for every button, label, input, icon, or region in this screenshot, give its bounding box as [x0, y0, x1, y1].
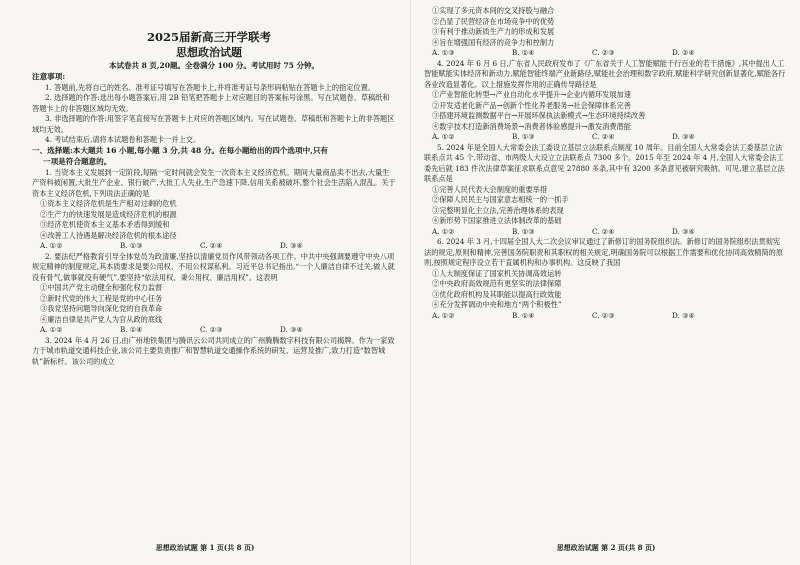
- q2-answer-c: C. ②③: [200, 325, 223, 335]
- q3-answer-a: A. ①③: [432, 48, 455, 57]
- q6-answers: [424, 311, 786, 322]
- q5-option-1: ①完善人民代表大会制度的重要举措: [432, 184, 548, 194]
- q3-option-3: ③有利于推动新质生产力的形成和发展: [432, 27, 555, 36]
- q1-option-2: ②生产力的快速发展是造成经济危机的根源: [40, 209, 177, 219]
- page-2-footer: 思想政治试题 第 2 页(共 8 页): [556, 543, 656, 552]
- q4-answer-a: A. ①②: [432, 132, 455, 142]
- q5-option-4: ④新形势下国家推进立法体制改革的基础: [432, 216, 562, 226]
- q3-answer-b: B. ①④: [512, 48, 535, 57]
- q4-option-3: ③搭建环境监测数据平台→开展环保执法新模式→生态环境持续改善: [432, 111, 646, 121]
- q1-answer-d: D. ③④: [280, 241, 303, 251]
- q2-answer-a: A. ①②: [40, 325, 63, 335]
- q1-option-3: ③经济危机使资本主义基本矛盾得到缓和: [40, 220, 170, 230]
- section-heading-cont: 一项是符合题意的。: [43, 156, 112, 166]
- q2-answers: [32, 325, 396, 336]
- question-2-stem: 2. 要法纪严格教育引导全体党员为政清廉,坚持以清廉党员作风带领动各项工作。中共中央强调要遵守中央八项规定精神的制度规定,其本质要求是要公用权、不用公权谋私利。习近平总书记指出,“一个人廉洁自律不过关,做人就没有骨气,做事就没有硬气”,要坚持“依法用权、秉公用权、廉洁用权”。这表明: [32, 251, 395, 282]
- q2-option-3: ③我党坚持问题导向深化党的自我革命: [40, 304, 163, 314]
- q4-answer-c: C. ②④: [592, 132, 615, 142]
- exam-info: 本试卷共 8 页,20题。全卷满分 100 分。考试用时 75 分钟。: [108, 61, 320, 70]
- question-6-stem: 6. 2024 年 3 月,十四届全国人大二次会议审议通过了新修订的国务院组织法。新修订的国务院组织法贯彻宪法的规定,原则和精神,完善国务院职责和其职权的相关规定,明确国务院可以根据工作需要和优化协同高效精简的原则,按照规定程序设立若干直属机构和办事机构。这反映了我国: [424, 237, 784, 268]
- q4-option-1: ①产业智能化转型→产业自动化水平提升→企业内循环发展加速: [432, 90, 631, 100]
- question-3-stem: 3. 2024 年 4 月 26 日,由广州地铁集团与腾讯云公司共同成立的广州腾腾数字科技有限公司揭牌。作为一家致力于城市轨道交通科技企业,该公司主要负责推广和智慧轨道交通操作系统的研发、运营及推广,致力打造“数智城轨”新标杆。该公司的成立: [32, 335, 395, 366]
- q2-answer-b: B. ①④: [120, 325, 143, 335]
- exam-subtitle: 思想政治试题: [176, 46, 242, 59]
- note-1: 1. 答题前,先将自己的姓名、准考证号填写在答题卡上,并将准考证号条形码粘贴在答题卡上的指定位置。: [45, 82, 375, 92]
- q1-answer-a: A. ①②: [40, 241, 63, 251]
- q1-answer-c: C. ②④: [200, 241, 223, 251]
- q1-answer-b: B. ①③: [120, 241, 143, 251]
- note-4: 4. 考试结束后,请将本试题卷和答题卡一并上交。: [45, 135, 201, 145]
- q5-option-3: ③完整明显化主立法,完善治理体系的表现: [432, 205, 564, 215]
- q6-option-1: ①人大制度保证了国家机关协调高效运转: [432, 268, 562, 278]
- q3-option-4: ④旨在增强国有经济的竞争力和控制力: [432, 37, 555, 47]
- q5-answer-a: A. ①②: [432, 226, 455, 236]
- q2-option-1: ①中国共产党主动健全和强化权力监督: [40, 283, 163, 293]
- page-1-footer: 思想政治试题 第 1 页(共 8 页): [155, 543, 255, 552]
- q1-option-4: ④改善工人待遇是解决经济危机的根本途径: [40, 230, 177, 240]
- q3-answer-d: D. ②④: [672, 48, 695, 57]
- q4-answers: [424, 132, 786, 143]
- q5-option-2: ②保障人民民主与国家意志相统一的一抓手: [432, 195, 569, 205]
- q4-option-4: ④数字技术打造新消费场景→消费者体验感提升→激发消费潜能: [432, 121, 631, 131]
- q6-option-3: ③优化政府机构及其职能以提高行政效能: [432, 289, 562, 299]
- question-5-stem: 5. 2024 年是全国人大常委会法工委设立基层立法联系点制度 10 周年。目前全国人大常委会法工委基层立法联系点共 45 个,带动省、市两级人大设立立法联系点 7300 多个。2015 年至 2024 年 4 月,全国人大常委会法工委先后就 183 件次法律草案征求联系点意见 27880 多条,其中有 3200 多条意见被研究吸纳。可见,建立基层立法联系点是: [424, 142, 785, 184]
- section-heading: 一、选择题:本大题共 16 小题,每小题 3 分,共 48 分。在每小题给出的四个选项中,只有: [32, 146, 329, 156]
- q5-answer-d: D. ③④: [672, 226, 695, 236]
- notes-heading: 注意事项:: [32, 72, 66, 81]
- q3-answer-c: C. ②③: [592, 48, 615, 57]
- q2-answer-d: D. ③④: [280, 325, 303, 335]
- page-2: [412, 0, 800, 565]
- q5-answer-b: B. ①③: [512, 226, 535, 236]
- q6-option-2: ②中央政府高效规范有更坚实的法律保障: [432, 279, 562, 289]
- q2-option-2: ②新时代党的伟大工程是党的中心任务: [40, 293, 163, 303]
- q5-answer-c: C. ②④: [592, 226, 615, 236]
- q6-answer-c: C. ②③: [592, 310, 615, 320]
- question-4-stem: 4. 2024 年 6 月 6 日,广东省人民政府发布了《广东省关于人工智能赋能千行百业的若干措施》,其中提出人工智能赋能实体经济和新动力,赋能智能终端产业新路径,赋能社会治理和数字政府,赋能科学研究创新显著化,赋能各行各业改造显著化。以上措施发挥作用的正确传导路径是: [424, 58, 786, 89]
- page-gutter: [410, 0, 411, 565]
- q4-option-2: ②开发适老化新产品→创新个性化养老服务→社会保障体系完善: [432, 100, 631, 110]
- q3-answers: [424, 48, 786, 59]
- q3-option-2: ②凸显了民营经济在市场竞争中的优势: [432, 16, 555, 26]
- q6-answer-a: A. ①②: [432, 310, 455, 320]
- q4-answer-d: D. ③④: [672, 132, 695, 142]
- q6-answer-b: B. ①④: [512, 310, 535, 320]
- question-1-stem: 1. 当资本主义发展到一定阶段,每隔一定时间就会发生一次资本主义经济危机。期间大量商品卖不出去,大量生产资料被闲置,大批生产企业、银行破产,大批工人失业,生产急速下降,信用关系被破坏,整个社会生活陷入混乱。关于资本主义经济危机,下列说法正确的是: [32, 167, 396, 198]
- q3-option-1: ①实现了多元资本间的交叉持股与融合: [432, 6, 555, 15]
- q1-answers: [32, 241, 396, 252]
- q2-option-4: ④廉洁自律是共产党人为官从政的底线: [40, 314, 163, 324]
- note-3: 3. 非选择题的作答:用签字笔直接写在答题卡上对应的答题区域内。写在试题卷、草稿纸和答题卡上的非答题区域均无效。: [32, 114, 395, 134]
- q6-answer-d: D. ③④: [672, 310, 695, 320]
- q4-answer-b: B. ①③: [512, 132, 535, 142]
- q5-answers: [424, 227, 786, 238]
- q1-option-1: ①资本主义经济危机是生产相对过剩的危机: [40, 199, 177, 209]
- exam-title: 2025届新高三开学联考: [146, 30, 271, 44]
- note-2: 2. 选择题的作答:选出每小题答案后,用 2B 铅笔把答题卡上对应题目的答案标号涂黑。写在试题卷、草稿纸和答题卡上的非答题区域均无效。: [32, 93, 390, 113]
- q6-option-4: ④充分发挥调动中央和地方“两个积极性”: [432, 300, 562, 310]
